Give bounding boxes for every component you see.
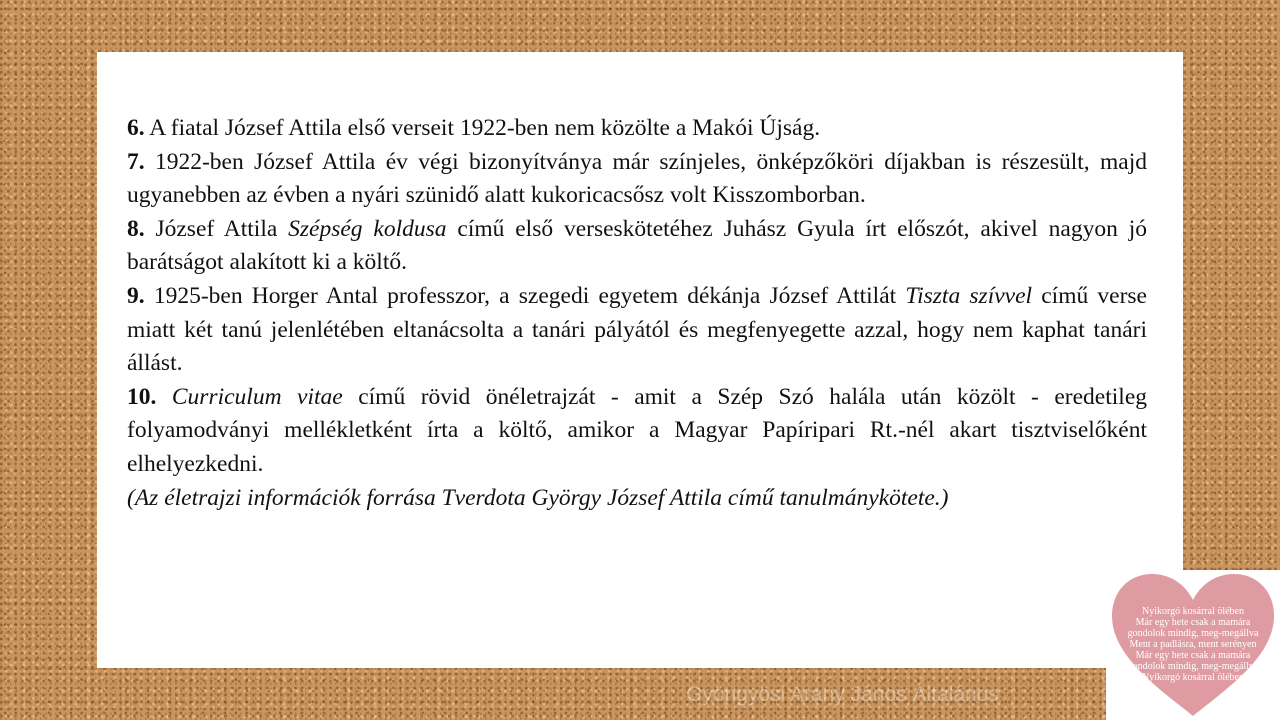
list-item (127, 381, 1147, 482)
item-number: 8. (127, 215, 145, 242)
work-title: Curriculum vitae (171, 383, 343, 410)
list-item (127, 280, 1147, 381)
item-text: 1922-ben József Attila év végi bizonyítványa már színjeles, önképzőköri díjakban is részesült, majd ugyanebben az évben a nyári szünidő alatt kukoricacsősz volt Kisszomborban. (127, 148, 1147, 209)
heart-text-line: gondolok mindig, meg-megállva (1127, 628, 1259, 639)
item-text: című első verseskötetéhez Juhász Gyula írt előszót, akivel nagyon jó barátságot alakított ki a költő. (127, 215, 1147, 276)
item-text: 1925-ben Horger Antal professzor, a szegedi egyetem dékánja József Attilát (144, 282, 906, 309)
item-text (156, 384, 172, 410)
item-number: 9. (127, 282, 145, 309)
heart-icon (1106, 570, 1280, 720)
list-item (127, 112, 1147, 146)
heart-text-line: Ment a padlásra, ment serényen (1129, 639, 1257, 650)
list-item (127, 146, 1147, 213)
heart-text-line: gondolok mindig, meg-megállva (1127, 661, 1259, 672)
item-number: 7. (127, 148, 145, 175)
work-title: Tiszta szívvel (905, 282, 1033, 309)
work-title: Szépség koldusa (288, 215, 447, 242)
list-item (127, 213, 1147, 280)
item-number: 6. (127, 115, 145, 141)
item-text: József Attila (144, 215, 289, 242)
item-text: című verse miatt két tanú jelenlétében eltanácsolta a tanári pályától és megfenyegette azzal, hogy nem kaphat tanári állást. (127, 282, 1147, 377)
content-text (127, 112, 1147, 515)
school-watermark: Gyöngyösi Arany János Általános (686, 683, 999, 706)
item-text: A fiatal József Attila első verseit 1922-ben nem közölte a Makói Újság. (144, 115, 821, 141)
slide-card (97, 52, 1183, 668)
source-note: (Az életrajzi információk forrása Tverdota György József Attila című tanulmánykötete.) (127, 484, 949, 511)
heart-word-cloud-image (1106, 570, 1280, 720)
heart-text-line: Nyikorgó kosárral ölében (1141, 672, 1245, 683)
item-text: című rövid önéletrajzát - amit a Szép Szó halála után közölt - eredetileg folyamodványi mellékletként írta a költő, amikor a Magyar Papíripari Rt.-nél akart tisztviselőként elhelyezkedni. (127, 383, 1148, 477)
item-number: 10. (127, 383, 157, 410)
heart-text-line: Már egy hete csak a mamára (1135, 617, 1251, 628)
heart-text-line: Már egy hete csak a mamára (1135, 650, 1251, 661)
heart-text-line: Nyikorgó kosárral ölében (1141, 606, 1245, 617)
